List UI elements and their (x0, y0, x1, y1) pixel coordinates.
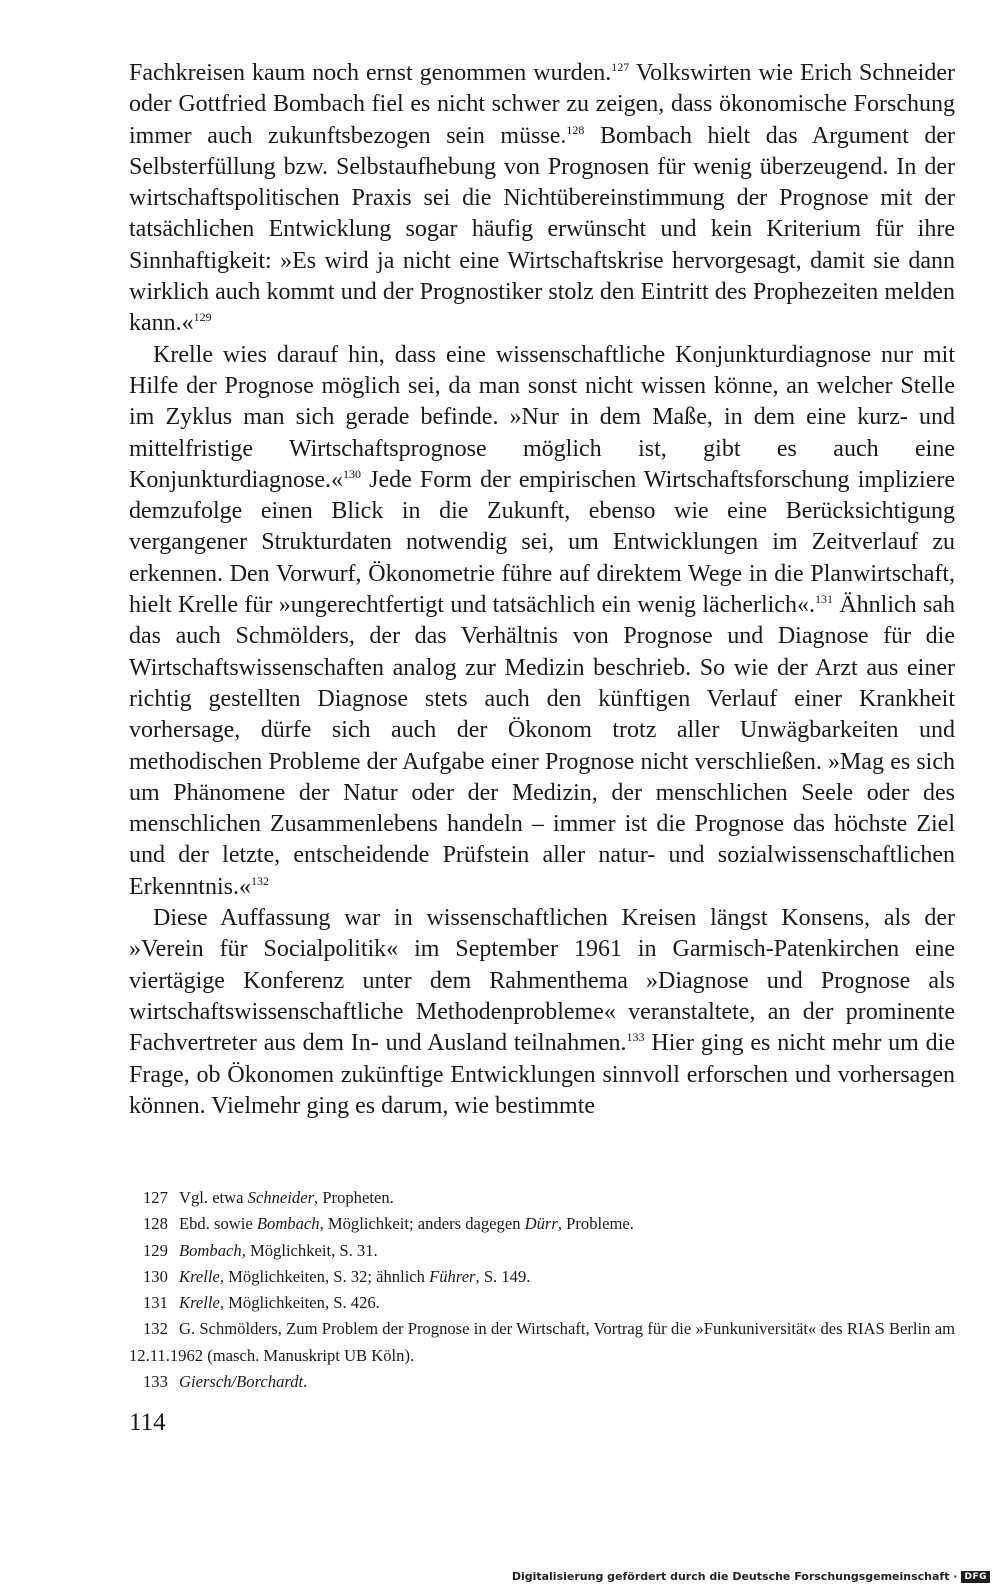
credit-text: Digitalisierung gefördert durch die Deutsche Forschungsgemeinschaft · (511, 1570, 958, 1583)
paragraph (129, 903, 955, 1122)
footnote-number: 132 (143, 1319, 168, 1339)
paragraph (129, 340, 955, 903)
author-name: Bombach (179, 1240, 242, 1260)
text-run: Vgl. etwa (179, 1188, 248, 1207)
text-run: , Möglichkeiten, S. 32; ähnlich (219, 1266, 430, 1286)
text-run: , Möglichkeiten, S. 426. (219, 1293, 380, 1313)
text-run: Volkswirten wie Erich Schneider oder Gottfried Bombach fiel es nicht schwer zu zeigen, dass ökonomische Forschung immer auch zukunftsbezogen sein müsse. (129, 60, 955, 149)
footnote (129, 1238, 955, 1264)
text-run: , Möglichkeit, S. 31. (241, 1240, 378, 1260)
footnote-number: 133 (143, 1372, 168, 1392)
text-run: Ähnlich sah das auch Schmölders, der das Verhältnis von Prognose und Diagnose für die Wirtschaftswissenschaften analog zur Medizin beschrieb. So wie der Arzt aus einer richtig gestellten Diagnose stets auch den künftigen Verlauf einer Krankheit vorhersage, dürfe sich auch der Ökonom trotz aller Unwägbarkeiten und methodischen Probleme der Aufgabe einer Prognose nicht verschließen. »Mag es sich um Phänomene der Natur oder der Medizin, der menschlichen Seele oder des menschlichen Zusammenlebens handeln – immer ist die Prognose das höchste Ziel und der letzte, entscheidende Prüfstein aller natur- und sozialwissenschaftlichen Erkenntnis.« (129, 592, 956, 900)
text-run: , S. 149. (475, 1266, 531, 1286)
footnote-reference: 128 (566, 122, 585, 137)
footnote-reference: 129 (193, 310, 212, 325)
footnote-reference: 132 (250, 873, 269, 888)
text-run: Diese Auffassung war in wissenschaftlichen Kreisen längst Konsens, als der »Verein für Socialpolitik« im September 1961 in Garmisch-Patenkirchen eine viertägige Konferenz unter dem Rahmenthema »Diagnose und Prognose als wirtschaftswissenschaftliche Methodenprobleme« veranstaltete, an der prominente Fachvertreter aus dem In- und Ausland teilnahmen. (129, 905, 955, 1057)
footnote (129, 1211, 955, 1237)
footnote (129, 1185, 955, 1211)
author-name: Schneider (247, 1188, 315, 1207)
author-name: Führer (429, 1266, 476, 1286)
author-name: Krelle (179, 1266, 220, 1286)
footnote-number: 130 (143, 1266, 168, 1286)
dfg-logo: DFG (961, 1571, 990, 1583)
footnote-number: 127 (143, 1188, 168, 1207)
footnotes (129, 1185, 955, 1395)
paragraph (129, 58, 955, 340)
text-run: , Propheten. (314, 1188, 394, 1207)
author-name: Bombach (256, 1214, 320, 1234)
footnote-reference: 133 (626, 1030, 645, 1045)
footnote-reference: 130 (342, 466, 361, 481)
text-run: Fachkreisen kaum noch ernst genommen wurden. (129, 60, 612, 86)
text-run: Jede Form der empirischen Wirtschaftsforschung impliziere demzufolge einen Blick in die Zukunft, ebenso wie eine Berücksichtigung vergangener Strukturdaten notwendig sei, um Entwicklungen im Zeitverlauf zu erkennen. Den Vorwurf, Ökonometrie führe auf direktem Wege in die Planwirtschaft, hielt Krelle für »ungerechtfertigt und tatsächlich ein wenig lächerlich«. (129, 466, 955, 619)
footnote (129, 1290, 955, 1316)
text-run: . (303, 1372, 308, 1392)
main-text (129, 58, 955, 1122)
footnote (129, 1369, 955, 1395)
footnote-reference: 131 (814, 592, 833, 607)
footnote (129, 1264, 955, 1290)
text-run: Ebd. sowie (179, 1214, 257, 1234)
author-name: Krelle (179, 1293, 220, 1313)
digitization-credit (512, 1570, 990, 1583)
text-run: Krelle wies darauf hin, dass eine wissenschaftliche Konjunkturdiagnose nur mit Hilfe der Prognose möglich sei, da man sonst nicht wissen könne, an welcher Stelle im Zyklus man sich gerade befinde. »Nur in dem Maße, in dem eine kurz- und mittelfristige Wirtschaftsprognose möglich ist, gibt es auch eine Konjunkturdiagnose.« (129, 341, 955, 493)
footnote-number: 131 (143, 1293, 168, 1313)
text-run: Bombach hielt das Argument der Selbsterfüllung bzw. Selbstaufhebung von Prognosen für wenig überzeugend. In der wirtschaftspolitischen Praxis sei die Nichtübereinstimmung der Prognose mit der tatsächlichen Entwicklung sogar häufig erwünscht und kein Kriterium für ihre Sinnhaftigkeit: »Es wird ja nicht eine Wirtschaftskrise hervorgesagt, damit sie dann wirklich auch kommt und der Prognostiker stolz den Eintritt des Prophezeiten melden kann.« (129, 122, 955, 337)
footnote (129, 1316, 955, 1369)
footnote-number: 129 (143, 1240, 168, 1260)
author-name: Giersch/Borchardt (179, 1372, 304, 1392)
text-run: , Probleme. (557, 1214, 634, 1234)
footnote-number: 128 (143, 1214, 168, 1234)
text-run: , Möglichkeit; anders dagegen (319, 1214, 525, 1234)
text-run: G. Schmölders, Zum Problem der Prognose in der Wirtschaft, Vortrag für die »Funkuniversität« des RIAS Berlin am 12.11.1962 (masch. Manuskript UB Köln). (129, 1319, 955, 1365)
author-name: Dürr (524, 1214, 558, 1234)
footnote-reference: 127 (611, 60, 630, 74)
page-number: 114 (129, 1409, 166, 1436)
text-run: Hier ging es nicht mehr um die Frage, ob Ökonomen zukünftige Entwicklungen sinnvoll erforschen und vorhersagen können. Vielmehr ging es darum, wie bestimmte (129, 1030, 956, 1119)
